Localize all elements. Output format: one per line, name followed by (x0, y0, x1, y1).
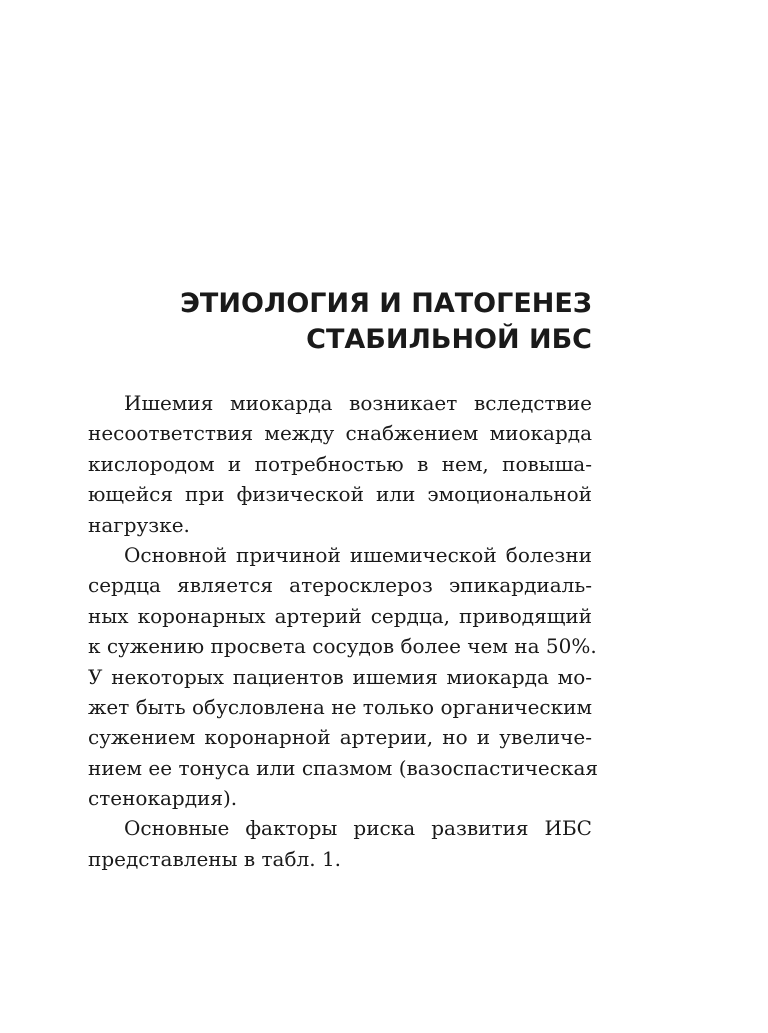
text-line: представлены в табл. 1. (88, 846, 342, 871)
body-text (88, 388, 599, 874)
text-line: нием ее тонуса или спазмом (вазоспастическая (88, 755, 599, 780)
text-line: жет быть обусловлена не только органическим (88, 694, 592, 719)
chapter-heading-line-1: ЭТИОЛОГИЯ И ПАТОГЕНЕЗ (180, 288, 592, 319)
text-line: ющейся при физической или эмоциональной (88, 482, 592, 507)
text-line: Основные факторы риска развития ИБС (124, 816, 592, 841)
text-line: стенокардия). (88, 786, 238, 811)
text-line: нагрузке. (88, 512, 190, 537)
text-line: к сужению просвета сосудов более чем на 50%. (88, 634, 597, 659)
text-line: сужением коронарной артерии, но и увеличе- (88, 725, 592, 750)
text-line: кислородом и потребностью в нем, повыша- (88, 451, 592, 476)
text-line: ных коронарных артерий сердца, приводящий (88, 603, 592, 628)
text-line: Основной причиной ишемической болезни (124, 542, 592, 567)
chapter-heading-line-2: СТАБИЛЬНОЙ ИБС (306, 324, 592, 355)
text-line: У некоторых пациентов ишемия миокарда мо- (88, 664, 592, 689)
text-line: Ишемия миокарда возникает вследствие (124, 391, 592, 415)
text-line: сердца является атеросклероз эпикардиаль- (88, 573, 592, 598)
chapter-heading (160, 286, 592, 358)
text-line: несоответствия между снабжением миокарда (88, 421, 592, 446)
